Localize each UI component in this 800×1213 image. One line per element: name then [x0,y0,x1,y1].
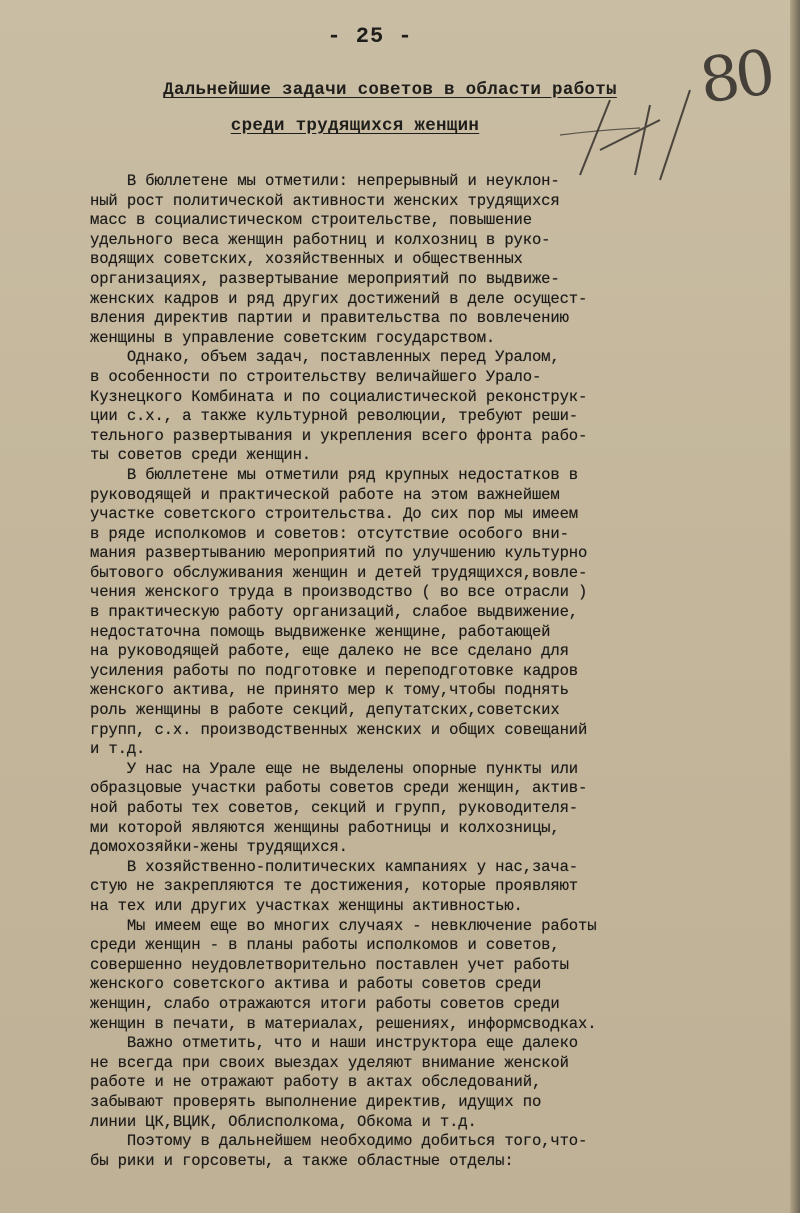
text-line: В хозяйственно-политических кампаниях у нас,зача- [90,857,579,876]
document-body [90,172,785,1171]
text-line: женского советского актива и работы советов среди [90,975,542,994]
heading-line-1: Дальнейшие задачи советов в области работы [163,80,617,100]
text-line: на руководящей работе, еще далеко не все сделано для [90,642,569,661]
text-line: забывают проверять выполнение директив, идущих по [90,1092,542,1111]
text-line: бы рики и горсоветы, а также областные отделы: [90,1151,514,1170]
text-line: У нас на Урале еще не выделены опорные пункты или [90,759,579,778]
text-line: групп, с.х. производственных женских и общих совещаний [90,720,588,739]
text-line: роль женщины в работе секций, депутатских,советских [90,701,560,720]
text-line: женщин в печати, в материалах, решениях, информсводках. [90,1014,597,1033]
text-line: образцовые участки работы советов среди женщин, актив- [90,779,588,798]
text-line: стую не закрепляются те достижения, которые проявляют [90,877,579,896]
text-line: Кузнецкого Комбината и по социалистической реконструк- [90,387,588,406]
text-line: в практическую работу организаций, слабое выдвижение, [90,603,579,622]
text-line: ной работы тех советов, секций и групп, руководителя- [90,799,579,817]
text-line: мания развертыванию мероприятий по улучшению культурно [90,544,588,563]
text-line: среди женщин - в планы работы исполкомов и советов, [90,936,560,955]
text-line: ции с.х., а также культурной революции, требуют реши- [90,407,579,426]
text-line: усиления работы по подготовке и переподготовке кадров [90,661,579,680]
text-line: не всегда при своих выездах уделяют внимание женской [90,1053,569,1072]
margin-annotation: 80 [695,35,776,118]
text-line: участке советского строительства. До сих пор мы имеем [90,505,579,524]
text-line: удельного веса женщин работниц и колхозниц в руко- [90,230,551,249]
text-line: домохозяйки-жены трудящихся. [90,838,348,857]
text-line: руководящей и практической работе на этом важнейшем [90,485,560,504]
text-line: Мы имеем еще во многих случаях - невключение работы [90,916,597,935]
page-number: - 25 - [327,24,413,49]
text-line: масс в социалистическом строительстве, повышение [90,211,532,230]
text-line: В бюллетене мы отметили: непрерывный и неуклон- [90,172,560,190]
text-line: Важно отметить, что и наши инструктора еще далеко [90,1034,579,1053]
text-line: Поэтому в дальнейшем необходимо добиться того,что- [90,1132,588,1151]
text-line: совершенно неудовлетворительно поставлен учет работы [90,955,569,974]
page-edge [790,0,800,1213]
text-line: недостаточна помощь выдвиженке женщине, работающей [90,622,551,641]
text-line: и т.д. [90,740,146,759]
text-line: женского актива, не принято мер к тому,чтобы поднять [90,681,569,700]
text-line: водящих советских, хозяйственных и общественных [90,250,523,269]
text-line: Однако, объем задач, поставленных перед Уралом, [90,348,560,367]
text-line: вления директив партии и правительства по вовлечению [90,309,569,328]
text-line: ми которой являются женщины работницы и колхозницы, [90,818,560,837]
text-line: в особенности по строительству величайшего Урало- [90,367,542,386]
text-line: женщин, слабо отражаются итоги работы советов среди [90,994,560,1013]
text-line: работе и не отражают работу в актах обследований, [90,1073,542,1092]
text-line: организациях, развертывание мероприятий по выдвиже- [90,269,560,288]
text-line: тельного развертывания и укрепления всего фронта рабо- [90,426,588,445]
text-line: в ряде исполкомов и советов: отсутствие особого вни- [90,524,569,543]
text-line: женщины в управление советским государством. [90,328,496,347]
text-line: ный рост политической активности женских трудящихся [90,191,560,210]
text-line: женских кадров и ряд других достижений в деле осущест- [90,289,588,308]
text-line: бытового обслуживания женщин и детей трудящихся,вовле- [90,563,588,582]
heading-line-2: среди трудящихся женщин [230,116,480,136]
text-line: на тех или других участках женщины активностью. [90,896,523,915]
text-line: В бюллетене мы отметили ряд крупных недостатков в [90,465,579,484]
text-line: линии ЦК,ВЦИК, Облисполкома, Обкома и т.д. [90,1112,477,1131]
text-line: ты советов среди женщин. [90,446,311,465]
text-line: чения женского труда в производство ( во все отрасли ) [90,583,588,602]
